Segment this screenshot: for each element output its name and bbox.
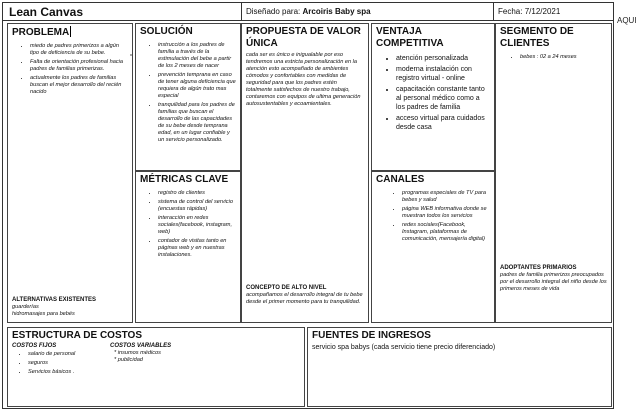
list-item: • miedo de padres primerizos a algún tipo de deficiencia de su bebe.: [30, 43, 128, 57]
costos-fijos-label: COSTOS FIJOS: [12, 343, 57, 349]
list-item: • redes sociales(Facebook, Instagram, plataformas de comunicación, mensajería digital): [402, 222, 490, 243]
list-item: • prevención temprana en caso de tener alguna deficiencia que requiera de algún trato mas especial: [158, 72, 236, 100]
canvas-title: Lean Canvas: [9, 5, 84, 19]
canvas-header: [3, 3, 613, 21]
list-item: • registro de clientes: [158, 190, 236, 197]
canales-title: CANALES: [376, 174, 425, 185]
alternativas-label: ALTERNATIVAS EXISTENTES: [12, 297, 97, 303]
list-item: • actualmente los padres de familias buscan el mejor desarrollo del recién nacido: [30, 75, 128, 96]
list-item: • Falta de orientación profesional hacia padres de familias primerizas.: [30, 59, 128, 73]
propuesta-block[interactable]: [241, 23, 369, 323]
metricas-title: MÉTRICAS CLAVE: [140, 174, 229, 185]
solucion-block[interactable]: [135, 23, 241, 171]
canales-block[interactable]: [371, 171, 495, 323]
lean-canvas: [2, 2, 614, 409]
designed-for: [241, 3, 371, 21]
list-item: • Servicios básicos .: [28, 369, 106, 376]
list-item: • capacitación constante tanto al personal médico como a los padres de familia: [396, 85, 490, 112]
segmento-list: [520, 54, 607, 61]
list-item: • acceso virtual para cuidados desde casa: [396, 114, 490, 132]
adoptantes-label: ADOPTANTES PRIMARIOS: [500, 265, 577, 271]
costos-fijos: [12, 342, 106, 378]
propuesta-title: PROPUESTA DE VALOR ÚNICA: [246, 26, 361, 49]
costos-variables-label: COSTOS VARIABLES: [110, 343, 172, 349]
ventaja-block[interactable]: [371, 23, 495, 171]
ingresos-title: FUENTES DE INGRESOS: [312, 330, 431, 341]
concepto-label: CONCEPTO DE ALTO NIVEL: [246, 285, 327, 291]
date-value[interactable]: 7/12/2021: [524, 7, 561, 16]
list-item: • página WEB informativa donde se muestran todos los servicios: [402, 206, 490, 220]
adoptantes-text: padres de familia primerizos preocupados por el desarrollo integral del niño desde los primeros meses de vida: [500, 272, 607, 292]
list-item: • instrucción a los padres de familia a través de la estimulación del bebe a partir de los 2 meses de nacer: [158, 42, 236, 70]
problema-title: PROBLEMA: [12, 27, 70, 38]
solucion-title: SOLUCIÓN: [140, 26, 193, 37]
add-icon[interactable]: [130, 52, 133, 58]
solucion-list: [158, 42, 236, 144]
list-item: • salario de personal: [28, 351, 106, 358]
ventaja-list: [396, 54, 490, 132]
designed-for-value[interactable]: Arcoiris Baby spa: [302, 7, 371, 16]
alternativas-line: guarderías: [12, 304, 39, 310]
segmento-title: SEGMENTO DE CLIENTES: [500, 26, 574, 49]
canales-list: [402, 190, 490, 243]
list-item: • atención personalizada: [396, 54, 490, 63]
costos-block[interactable]: [7, 327, 305, 407]
list-item: • programas especiales de TV para bebes y salud: [402, 190, 490, 204]
ingresos-block[interactable]: [307, 327, 612, 407]
segmento-block[interactable]: [495, 23, 612, 323]
alternativas-line: hidromasajes para bebés: [12, 311, 75, 317]
designed-for-label: Diseñado para:: [246, 7, 301, 16]
list-item: • seguros: [28, 360, 106, 367]
costos-variables-line: * insumos médicos: [114, 350, 161, 356]
costos-title: ESTRUCTURA DE COSTOS: [12, 330, 143, 341]
costos-variables-line: * publicidad: [114, 357, 143, 363]
problema-list: [30, 43, 128, 96]
list-item: • interacción en redes sociales(facebook, instagram, web): [158, 215, 236, 236]
problema-block[interactable]: [7, 23, 133, 323]
list-item: • contador de visitas tanto en páginas web y en nuestras instalaciones.: [158, 238, 236, 259]
date-label: Fecha:: [498, 7, 523, 16]
date-field: [493, 3, 560, 21]
costos-fijos-list: [28, 351, 106, 376]
concepto-text: acompañamos el desarrollo integral de tu bebe desde el primer momento para tu tranquilidad.: [246, 292, 363, 305]
costos-variables: [110, 342, 220, 364]
list-item: • tranquilidad para los padres de familias que buscan el desarrollo de las capacidades de su bebe desde temprana edad, en un lugar confiable y un servicio personalizado.: [158, 102, 236, 144]
text-cursor: [70, 26, 71, 37]
propuesta-text: cada ser es único e inigualable por eso tendremos una estricta personalización en la atención esto acompañado de ambientes cómodos y confortables con medidas de seguridad para que los padres estén totalmente satisfechos de nuestro trabajo, contaremos con equipos de ultima generación autosustentables y ecoamientales.: [246, 52, 361, 107]
problema-heading: [8, 24, 132, 39]
metricas-block[interactable]: [135, 171, 241, 323]
side-note: AQUI: [617, 16, 637, 25]
list-item: • moderna instalación con registro virtual - online: [396, 65, 490, 83]
ingresos-text: servicio spa babys (cada servicio tiene precio diferenciado): [312, 344, 496, 351]
ventaja-title: VENTAJA COMPETITIVA: [376, 26, 444, 49]
list-item: • bebes : 02 a 24 meses: [520, 54, 607, 61]
list-item: • sistema de control del servicio (encuestas rápidas): [158, 199, 236, 213]
metricas-list: [158, 190, 236, 259]
